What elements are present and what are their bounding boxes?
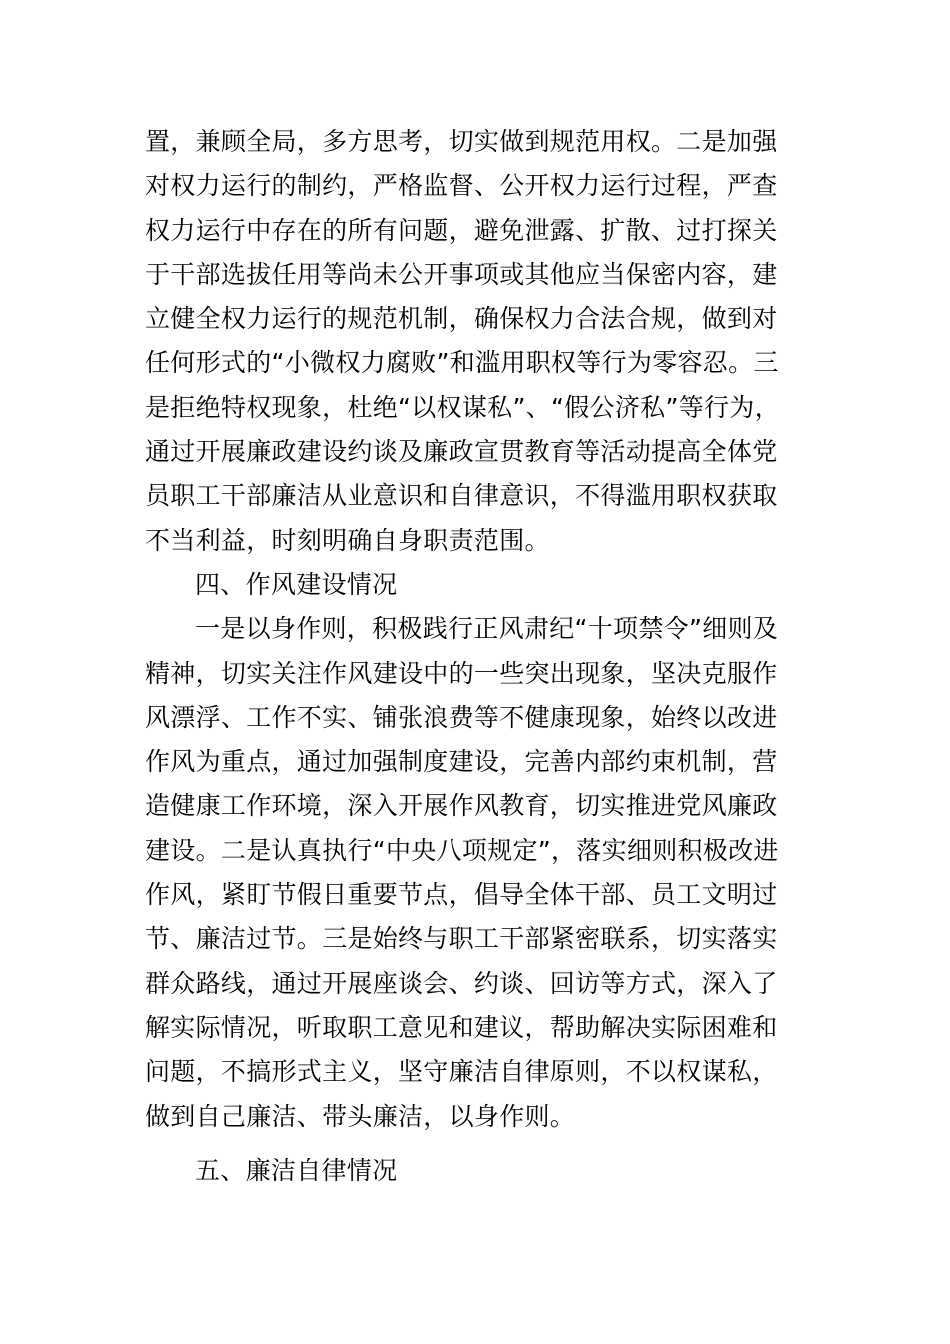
- paragraph-line: 群众路线，通过开展座谈会、约谈、回访等方式，深入了: [145, 968, 778, 998]
- paragraph-line: 精神，切实关注作风建设中的一些突出现象，坚决克服作: [145, 658, 778, 688]
- paragraph-line: 员职工干部廉洁从业意识和自律意识，不得滥用职权获取: [145, 481, 778, 511]
- paragraph-line: 作风为重点，通过加强制度建设，完善内部约束机制，营: [145, 747, 778, 777]
- section-heading-integrity: 五、廉洁自律情况: [195, 1155, 398, 1185]
- paragraph-line: 一是以身作则，积极践行正风肃纪“十项禁令”细则及: [195, 614, 779, 644]
- paragraph-line: 置，兼顾全局，多方思考，切实做到规范用权。二是加强: [145, 127, 778, 156]
- paragraph-line: 解实际情况，听取职工意见和建议，帮助解决实际困难和: [145, 1012, 778, 1042]
- paragraph-line: 立健全权力运行的规范机制，确保权力合法合规，做到对: [145, 304, 778, 334]
- paragraph-line: 做到自己廉洁、带头廉洁，以身作则。: [145, 1101, 576, 1131]
- paragraph-line: 通过开展廉政建设约谈及廉政宣贯教育等活动提高全体党: [145, 437, 778, 467]
- paragraph-line: 对权力运行的制约，严格监督、公开权力运行过程，严查: [145, 171, 778, 201]
- paragraph-line: 问题，不搞形式主义，坚守廉洁自律原则，不以权谋私，: [145, 1057, 778, 1087]
- paragraph-line: 建设。二是认真执行“中央八项规定”，落实细则积极改进: [145, 835, 779, 865]
- paragraph-line: 风漂浮、工作不实、铺张浪费等不健康现象，始终以改进: [145, 702, 778, 732]
- paragraph-line: 任何形式的“小微权力腐败”和滥用职权等行为零容忍。三: [145, 348, 779, 378]
- paragraph-line: 不当利益，时刻明确自身职责范围。: [145, 525, 550, 555]
- paragraph-line: 是拒绝特权现象，杜绝“以权谋私”、“假公济私”等行为，: [145, 392, 780, 422]
- paragraph-work-style: [145, 607, 795, 1139]
- paragraph-line: 节、廉洁过节。三是始终与职工干部紧密联系，切实落实: [145, 924, 778, 954]
- section-heading-work-style: 四、作风建设情况: [195, 569, 398, 599]
- paragraph-line: 权力运行中存在的所有问题，避免泄露、扩散、过打探关: [145, 215, 778, 245]
- paragraph-line: 造健康工作环境，深入开展作风教育，切实推进党风廉政: [145, 791, 778, 821]
- paragraph-line: 于干部选拔任用等尚未公开事项或其他应当保密内容，建: [145, 259, 778, 289]
- document-body: [145, 120, 795, 1193]
- paragraph-power-regulation: [145, 120, 795, 563]
- paragraph-line: 作风，紧盯节假日重要节点，倡导全体干部、员工文明过: [145, 880, 778, 910]
